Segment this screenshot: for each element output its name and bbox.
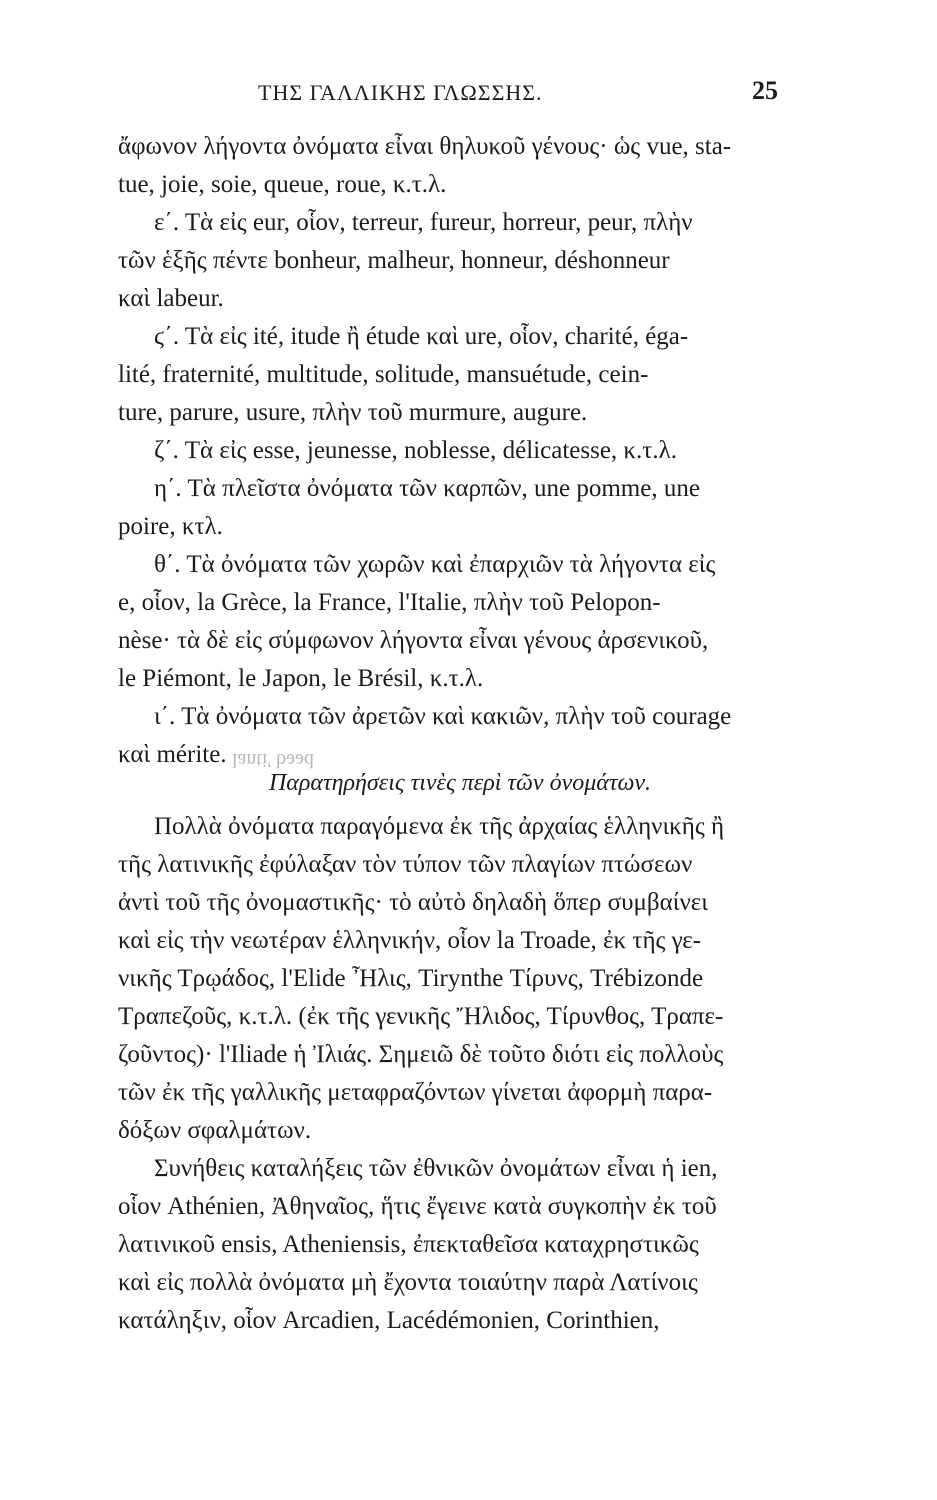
text-line: poire, κτλ. (118, 513, 223, 540)
text-line: καὶ labeur. (118, 285, 224, 312)
text-line: κατάληξιν, οἷον Arcadien, Lacédémonien, Corinthien, (118, 1307, 660, 1334)
text-line: tue, joie, soie, queue, roue, κ.τ.λ. (118, 171, 447, 198)
text-line: τῶν ἑξῆς πέντε bonheur, malheur, honneur, déshonneur (118, 247, 670, 274)
text-line: λατινικοῦ ensis, Atheniensis, ἐπεκταθεῖσα καταχρηστικῶς (118, 1231, 699, 1258)
text-line: Τραπεζοῦς, κ.τ.λ. (ἐκ τῆς γενικῆς Ἤλιδος, Τίρυνθος, Τραπε- (118, 1003, 724, 1030)
running-title: ΤΗΣ ΓΑΛΛΙΚΗΣ ΓΛΩΣΣΗΣ. (258, 80, 543, 105)
section-subtitle: Παρατηρήσεις τινὲς περὶ τῶν ὀνομάτων. (268, 770, 652, 796)
running-header (258, 76, 778, 120)
text-line: ζοῦντος)· l'Iliade ἡ Ἰλιάς. Σημειῶ δὲ τοῦτο διότι εἰς πολλοὺς (118, 1041, 724, 1068)
text-line: καὶ εἰς πολλὰ ὀνόματα μὴ ἔχοντα τοιαύτην παρὰ Λατίνοις (118, 1269, 698, 1296)
text-line: nèse· τὰ δὲ εἰς σύμφωνον λήγοντα εἶναι γένους ἀρσενικοῦ, (118, 627, 709, 654)
text-line: lité, fraternité, multitude, solitude, mansuétude, cein- (118, 361, 649, 388)
text-block-top (118, 128, 758, 774)
text-line: η΄. Τὰ πλεῖστα ὀνόματα τῶν καρπῶν, une pomme, une (154, 475, 700, 502)
text-line: e, οἷον, la Grèce, la France, l'Italie, πλὴν τοῦ Pelopon- (118, 589, 661, 616)
text-line: ἀντὶ τοῦ τῆς ὀνομαστικῆς· τὸ αὐτὸ δηλαδὴ ὅπερ συμβαίνει (118, 889, 708, 916)
text-line: Πολλὰ ὀνόματα παραγόμενα ἐκ τῆς ἀρχαίας ἑλληνικῆς ἢ (154, 813, 725, 840)
text-line: τῆς λατινικῆς ἐφύλαξαν τὸν τύπον τῶν πλαγίων πτώσεων (118, 851, 693, 878)
text-line: θ΄. Τὰ ὀνόματα τῶν χωρῶν καὶ ἐπαρχιῶν τὰ λήγοντα εἰς (154, 551, 716, 578)
text-line: καὶ mérite. (118, 741, 227, 768)
text-line: ἄφωνον λήγοντα ὀνόματα εἶναι θηλυκοῦ γένους· ὡς vue, sta- (118, 133, 732, 160)
text-line: ζ΄. Τὰ εἰς esse, jeunesse, noblesse, délicatesse, κ.τ.λ. (154, 437, 677, 464)
page-number: 25 (752, 76, 778, 105)
text-line: δόξων σφαλμάτων. (118, 1117, 312, 1144)
text-line: νικῆς Τρῳάδος, l'Elide Ἦλις, Tirynthe Τίρυνς, Trébizonde (118, 965, 704, 992)
text-line: Συνήθεις καταλήξεις τῶν ἐθνικῶν ὀνομάτων εἶναι ἡ ien, (154, 1155, 718, 1182)
text-line: οἷον Athénien, Ἀθηναῖος, ἥτις ἔγεινε κατὰ συγκοπὴν ἐκ τοῦ (118, 1193, 717, 1220)
text-line: καὶ εἰς τὴν νεωτέραν ἑλληνικήν, οἷον la Troade, ἐκ τῆς γε- (118, 927, 702, 954)
text-line: ε΄. Τὰ εἰς eur, οἷον, terreur, fureur, horreur, peur, πλὴν (154, 209, 693, 236)
text-line: ι΄. Τὰ ὀνόματα τῶν ἀρετῶν καὶ κακιῶν, πλὴν τοῦ courage (154, 703, 732, 730)
text-line: τῶν ἐκ τῆς γαλλικῆς μεταφραζόντων γίνεται ἀφορμὴ παρα- (118, 1079, 713, 1106)
text-block-bottom (118, 808, 758, 1340)
text-line: ϛ΄. Τὰ εἰς ité, itude ἢ étude καὶ ure, οἷον, charité, éga- (154, 323, 689, 350)
bleed-through-text: lanti' bəəd (232, 749, 314, 771)
text-line: ture, parure, usure, πλὴν τοῦ murmure, augure. (118, 399, 588, 426)
text-line: le Piémont, le Japon, le Brésil, κ.τ.λ. (118, 665, 484, 692)
